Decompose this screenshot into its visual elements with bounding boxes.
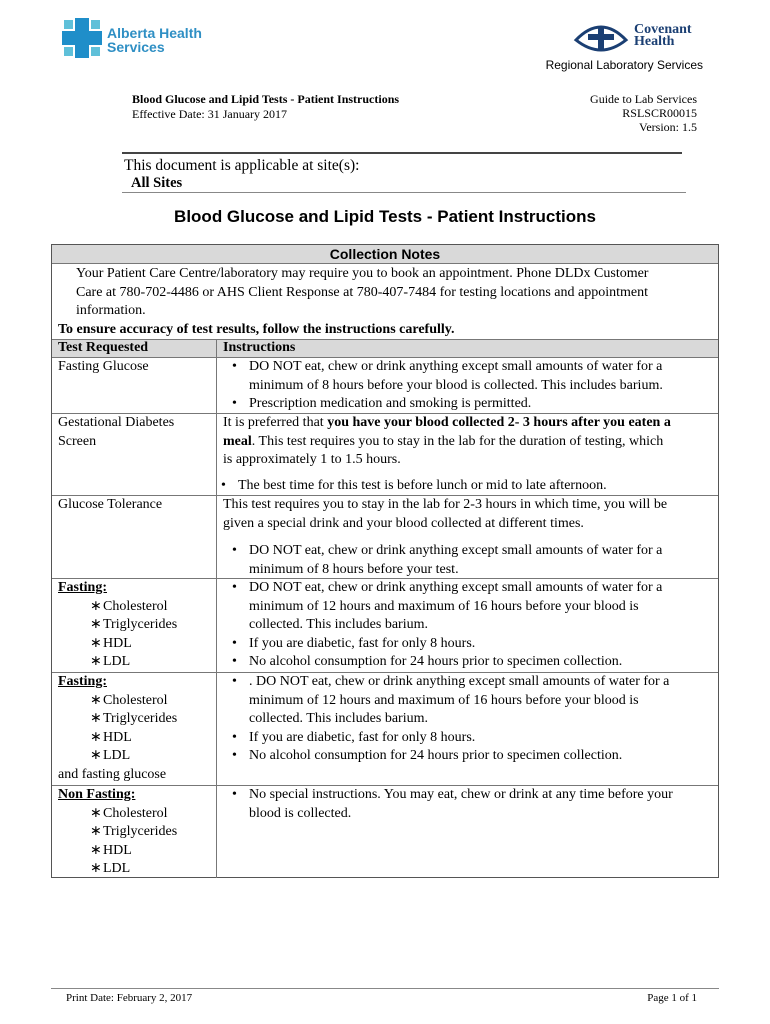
- instruction-bullet: • No alcohol consumption for 24 hours prior to specimen collection.: [249, 747, 622, 766]
- instruction-bullet: • Prescription medication and smoking is permitted.: [249, 395, 531, 414]
- divider: [122, 192, 686, 193]
- print-date: Print Date: February 2, 2017: [66, 992, 193, 1004]
- test-item: ∗ LDL: [103, 860, 130, 879]
- instruction-bullet: • . DO NOT eat, chew or drink anything except small amounts of water for a minimum of 12 hours and maximum of 16 hours before your blood is collected. This includes barium.: [249, 673, 669, 729]
- ahs-cross-icon: [62, 18, 102, 58]
- instruction-bullet: • DO NOT eat, chew or drink anything except small amounts of water for a minimum of 8 hours before your blood is collected. This includes barium.: [249, 358, 663, 395]
- page-number: Page 1 of 1: [647, 992, 697, 1004]
- instruction-bullet: • If you are diabetic, fast for only 8 hours.: [249, 729, 475, 748]
- test-item: ∗ Cholesterol: [103, 692, 168, 711]
- test-item: ∗ HDL: [103, 842, 132, 861]
- footer-divider: [51, 988, 719, 989]
- collection-note-line: Your Patient Care Centre/laboratory may require you to book an appointment. Phone DLDx Customer: [76, 266, 649, 281]
- covenant-health-logo: [572, 20, 722, 56]
- column-header-test: Test Requested: [58, 339, 149, 355]
- instruction-paragraph: It is preferred that you have your blood collected 2- 3 hours after you eaten a meal. This test requires you to stay in the lab for the duration of testing, which is approximately 1 to 1.5 hours.: [223, 415, 671, 468]
- instruction-bullet: • No special instructions. You may eat, chew or drink at any time before your blood is collected.: [249, 786, 673, 823]
- column-header-bg: [52, 339, 718, 357]
- test-group-heading: Fasting:: [58, 674, 107, 689]
- instruction-paragraph: This test requires you to stay in the lab for 2-3 hours in which time, you will be given a special drink and your blood collected at different times.: [223, 497, 668, 531]
- instructions-table: [51, 244, 719, 878]
- test-item: ∗ Cholesterol: [103, 598, 168, 617]
- doc-reference: [590, 92, 697, 134]
- ahs-logo-line2: Services: [107, 39, 165, 55]
- test-item: ∗ Triglycerides: [103, 616, 177, 635]
- alberta-health-services-logo: [62, 18, 212, 58]
- test-item: ∗ Triglycerides: [103, 710, 177, 729]
- column-header-instructions: Instructions: [223, 339, 296, 355]
- instruction-bullet: • DO NOT eat, chew or drink anything except small amounts of water for a minimum of 12 hours and maximum of 16 hours before your blood is collected. This includes barium.: [249, 579, 662, 635]
- instruction-bullet: • No alcohol consumption for 24 hours prior to specimen collection.: [249, 653, 622, 672]
- collection-note-line: Care at 780-702-4486 or AHS Client Response at 780-407-7484 for testing locations and appointment: [76, 284, 648, 300]
- covenant-logo-line1: Covenant: [634, 22, 692, 37]
- test-item: ∗ Cholesterol: [103, 805, 168, 824]
- accuracy-note: To ensure accuracy of test results, follow the instructions carefully.: [58, 321, 455, 337]
- doc-version: Version: 1.5: [639, 120, 697, 134]
- instruction-bullet: • If you are diabetic, fast for only 8 hours.: [249, 635, 475, 654]
- test-group-heading: Non Fasting:: [58, 787, 136, 802]
- test-item: ∗ LDL: [103, 747, 130, 766]
- divider: [122, 152, 682, 154]
- ahs-logo-line1: Alberta Health: [107, 25, 202, 41]
- doc-code: RSLSCR00015: [622, 106, 697, 120]
- test-name: Gestational Diabetes Screen: [58, 415, 175, 449]
- test-item: ∗ LDL: [103, 653, 130, 672]
- instruction-bullet: • DO NOT eat, chew or drink anything except small amounts of water for a minimum of 8 hours before your test.: [249, 542, 662, 579]
- instruction-bullet: • The best time for this test is before lunch or mid to late afternoon.: [238, 477, 607, 496]
- applicability-text: This document is applicable at site(s):: [124, 157, 360, 174]
- test-item: ∗ HDL: [103, 729, 132, 748]
- test-item: ∗ Triglycerides: [103, 823, 177, 842]
- test-group-heading: Fasting:: [58, 580, 107, 595]
- covenant-logo-line2: Health: [634, 34, 675, 49]
- department-name: Regional Laboratory Services: [545, 58, 703, 72]
- test-item: ∗ HDL: [103, 635, 132, 654]
- applicable-sites: All Sites: [131, 175, 183, 191]
- effective-date: Effective Date: 31 January 2017: [132, 107, 288, 121]
- test-name: Fasting Glucose: [58, 359, 149, 374]
- doc-title: Blood Glucose and Lipid Tests - Patient Instructions: [132, 92, 400, 106]
- test-item-extra: and fasting glucose: [58, 767, 167, 782]
- covenant-cross-icon: [572, 20, 630, 54]
- guide-label: Guide to Lab Services: [590, 92, 697, 106]
- test-name: Glucose Tolerance: [58, 497, 163, 512]
- collection-note-line: information.: [76, 303, 146, 319]
- collection-notes-header: Collection Notes: [329, 246, 441, 262]
- page-title: Blood Glucose and Lipid Tests - Patient Instructions: [174, 207, 596, 226]
